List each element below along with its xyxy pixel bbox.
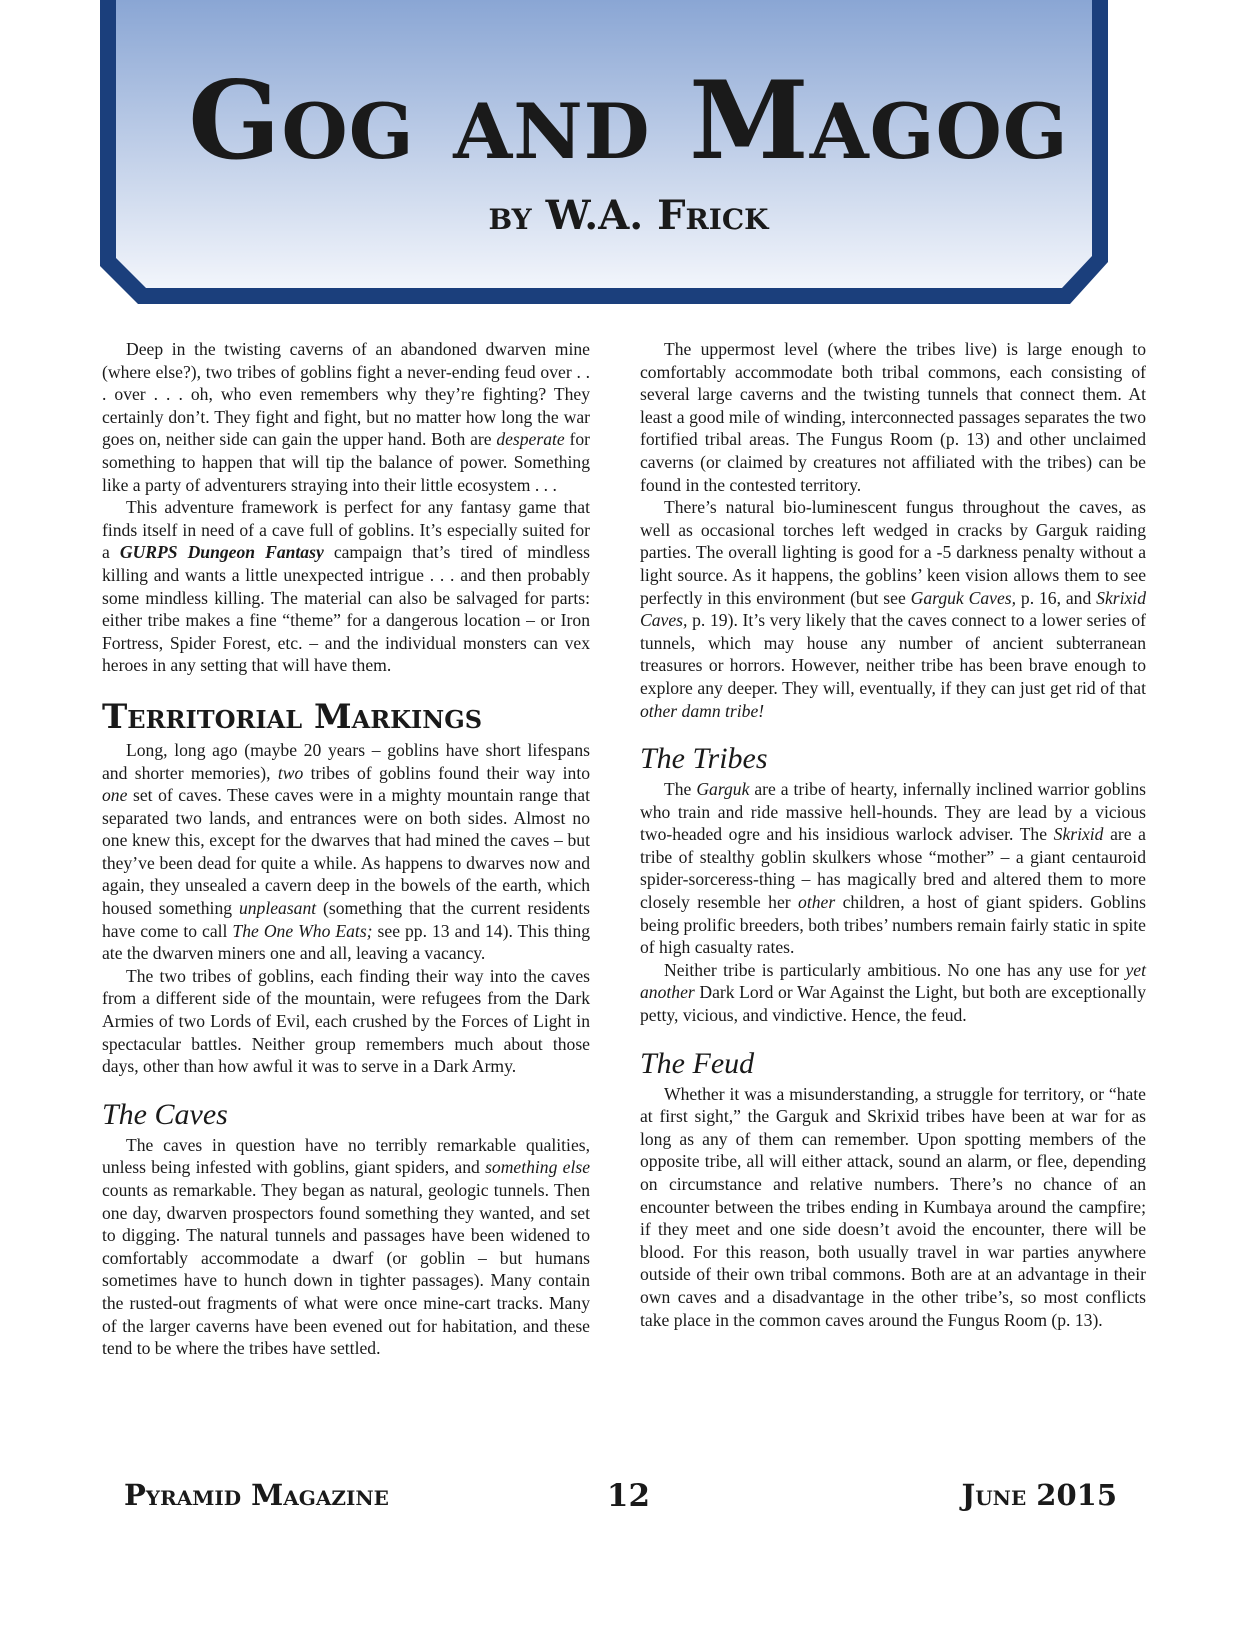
article-byline: by W.A. Frick xyxy=(488,192,769,239)
heading-the-caves: The Caves xyxy=(102,1097,228,1131)
intro-paragraph-1: Deep in the twisting caverns of an abandoned dwarven mine (where else?), two tribes of goblins fight a never-ending feud over . . . over . . . oh, who even remembers why they’re fighting? They certainly don’t. They fight and fight, but no matter how long the war goes on, neither side can gain the upper hand. Both are desperate for something to happen that will tip the balance of power. Something like a party of adventurers straying into their little ecosystem . . . xyxy=(102,339,590,495)
footer-issue-date: June 2015 xyxy=(961,1478,1117,1512)
tribes-paragraph-2: Neither tribe is particularly ambitious. No one has any use for yet another Dark Lord or War Against the Light, but both are exceptionally petty, vicious, and vindictive. Hence, the feud. xyxy=(640,959,1146,1026)
article-title: Gog and Magog xyxy=(188,58,1069,184)
footer-page-number: 12 xyxy=(606,1478,651,1514)
heading-the-feud: The Feud xyxy=(640,1046,755,1080)
territorial-paragraph-2: The two tribes of goblins, each finding their way into the caves from a different side of the mountain, were refugees from the Dark Armies of two Lords of Evil, each crushed by the Forces of Light in spectacular battles. Neither group remembers much about those days, other than how awful it was to serve in a Dark Army. xyxy=(102,965,590,1077)
heading-territorial-markings: Territorial Markings xyxy=(102,696,483,737)
right-column xyxy=(640,338,1146,1331)
caves-paragraph-2: The uppermost level (where the tribes live) is large enough to comfortably accommodate both tribal commons, each consisting of several large caverns and the twisting tunnels that connect them. At least a good mile of winding, interconnected passages separates the two fortified tribal areas. The Fungus Room (p. 13) and other unclaimed caverns (or claimed by creatures not affiliated with the tribes) can be found in the contested territory. xyxy=(640,339,1146,495)
caves-paragraph-1: The caves in question have no terribly remarkable qualities, unless being infested with goblins, giant spiders, and something else counts as remarkable. They began as natural, geologic tunnels. Then one day, dwarven prospectors found something they wanted, and set to digging. The natural tunnels and passages have been widened to comfortably accommodate a dwarf (or goblin – but humans sometimes have to hunch down in tighter passages). Many contain the rusted-out fragments of what were once mine-cart tracks. Many of the larger caverns have been evened out for habitation, and these tend to be where the tribes have settled. xyxy=(102,1134,591,1359)
footer-magazine-name: Pyramid Magazine xyxy=(124,1478,389,1512)
feud-paragraph-1: Whether it was a misunderstanding, a struggle for territory, or “hate at first sight,” the Garguk and Skrixid tribes have been at war for as long as any of them can remember. Upon spotting members of the opposite tribe, all will either attack, sound an alarm, or flee, depending on circumstance and relative numbers. There’s no chance of an encounter between the tribes ending in Kumbaya around the campfire; if they meet and one side doesn’t avoid the encounter, there will be blood. For this reason, both usually travel in war parties anywhere outside of their own tribal commons. Both are at an advantage in their own caves and a disadvantage in the other tribe’s, so most conflicts take place in the common caves around the Fungus Room (p. 13). xyxy=(640,1083,1146,1330)
tribes-paragraph-1: The Garguk are a tribe of hearty, infernally inclined warrior goblins who train and ride massive hell-hounds. They are lead by a vicious two-headed ogre and his insidious warlock adviser. The Skrixid are a tribe of stealthy goblin skulkers whose “mother” – a giant centauroid spider-sorceress-thing – has magically bred and altered them to more closely resemble her other children, a host of giant spiders. Goblins being prolific breeders, both tribes’ numbers remain fairly static in spite of high casualty rates. xyxy=(640,779,1147,958)
territorial-paragraph-1: Long, long ago (maybe 20 years – goblins have short lifespans and shorter memories), two tribes of goblins found their way into one set of caves. These caves were in a mighty mountain range that separated two lands, and entrances were on both sides. Almost no one knew this, except for the dwarves that had mined the caves – but they’ve been dead for quite a while. As happens to dwarves now and again, they unsealed a cavern deep in the bowels of the earth, which housed something unpleasant (something that the current residents have come to call The One Who Eats; see pp. 13 and 14). This thing ate the dwarven miners one and all, leaving a vacancy. xyxy=(102,739,591,964)
left-column xyxy=(102,338,590,1360)
heading-the-tribes: The Tribes xyxy=(640,742,768,776)
intro-paragraph-2: This adventure framework is perfect for any fantasy game that finds itself in need of a cave full of goblins. It’s especially suited for a GURPS Dungeon Fantasy campaign that’s tired of mindless killing and wants a little unexpected intrigue . . . and then probably some mindless killing. The material can also be salvaged for parts: either tribe makes a fine “theme” for a dangerous location – or Iron Fortress, Spider Forest, etc. – and the individual monsters can vex heroes in any setting that will have them. xyxy=(102,497,590,676)
caves-paragraph-3: There’s natural bio-luminescent fungus throughout the caves, as well as occasional torches left wedged in cracks by Garguk raiding parties. The overall lighting is good for a -5 darkness penalty without a light source. As it happens, the goblins’ keen vision allows them to see perfectly in this environment (but see Garguk Caves, p. 16, and Skrixid Caves, p. 19). It’s very likely that the caves connect to a lower series of tunnels, which may house any number of ancient subterranean treasures or horrors. However, neither tribe has been brave enough to explore any deeper. They will, eventually, if they can just get rid of that other damn tribe! xyxy=(640,497,1146,721)
